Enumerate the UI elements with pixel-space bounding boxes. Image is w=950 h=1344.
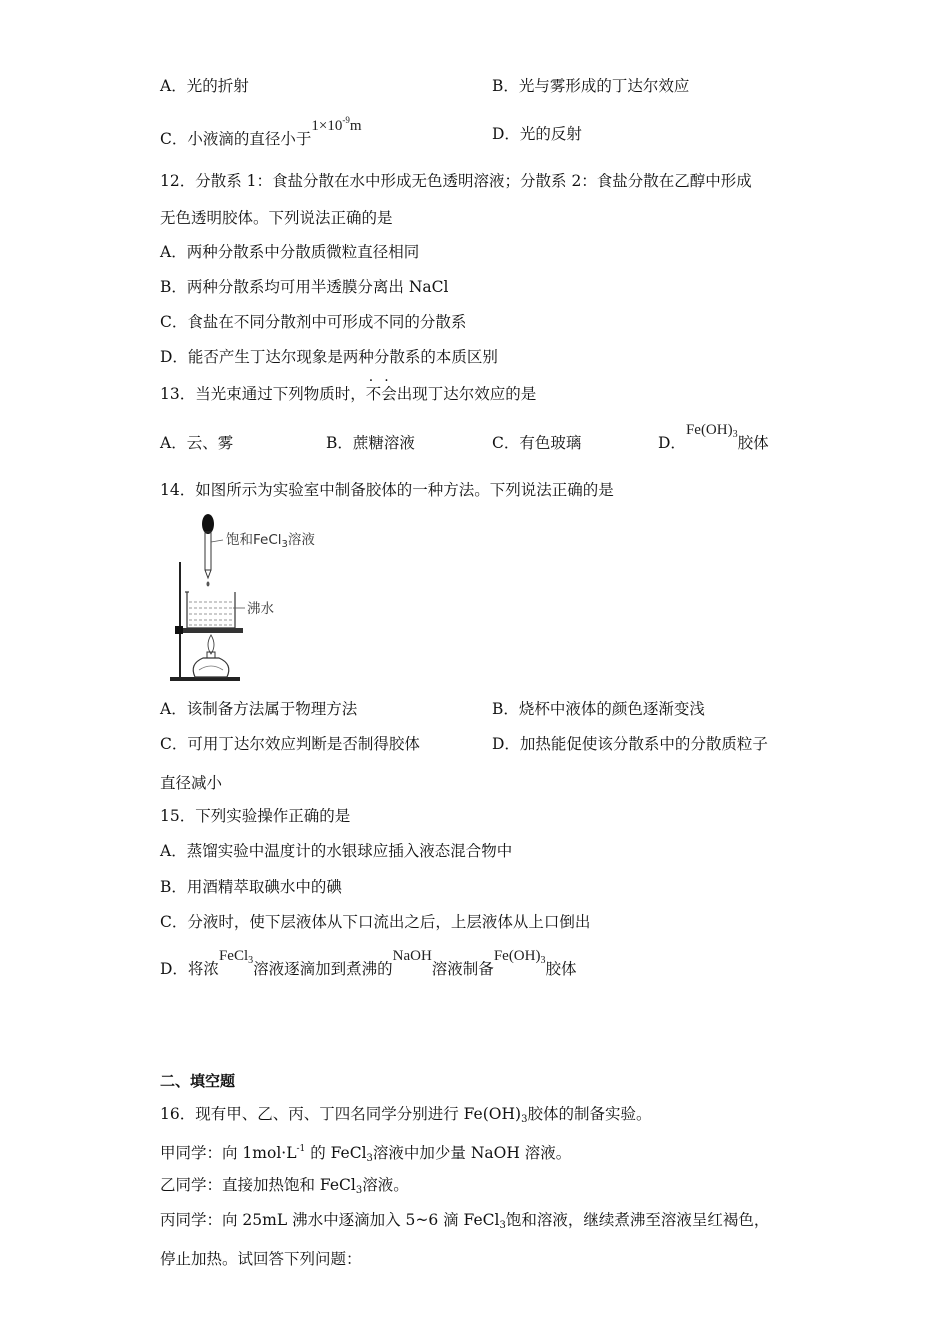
formula-subscript: 3 <box>540 955 546 966</box>
formula-exponent: -9 <box>342 115 350 125</box>
q13-option-c: C．有色玻璃 <box>492 434 582 452</box>
formula-base: Fe(OH) <box>493 948 541 964</box>
q14-option-d-line1: D．加热能促使该分散系中的分散质粒子 <box>492 735 768 753</box>
alcohol-lamp <box>193 658 229 677</box>
q16-yi-part2: 溶液。 <box>362 1176 409 1194</box>
q15-option-d-part4: 胶体 <box>545 960 577 978</box>
dropper-tube <box>205 532 211 570</box>
formula-subscript: 3 <box>499 1220 506 1231</box>
q13-emphasis-1: 不 <box>365 385 382 403</box>
q15-option-d-part1: D．将浓 <box>160 960 219 978</box>
q15-option-d-part2: 溶液逐滴加到煮沸的 <box>253 960 393 978</box>
section-title: 二、填空题 <box>160 1072 236 1090</box>
formula-base: FeCl <box>218 948 249 964</box>
q12-stem-line2: 无色透明胶体。下列说法正确的是 <box>160 209 393 227</box>
q15-formula-fecl3 <box>219 948 253 964</box>
q13-emphasis-2: 会 <box>381 385 397 403</box>
q13-stem-prefix: 13．当光束通过下列物质时， <box>160 385 366 403</box>
q15-option-c: C．分液时，使下层液体从下口流出之后，上层液体从上口倒出 <box>160 913 591 931</box>
q15-option-d <box>160 948 577 985</box>
formula-base: 1×10 <box>311 118 343 134</box>
q13-option-a: A．云、雾 <box>160 434 234 452</box>
q16-jia-part3: 溶液中加少量 NaOH 溶液。 <box>372 1144 572 1162</box>
q12-option-d: D．能否产生丁达尔现象是两种分散系的本质区别 <box>160 348 498 366</box>
flame-icon <box>208 635 214 654</box>
formula-subscript: 3 <box>521 1114 528 1125</box>
q16-stem <box>160 1104 651 1130</box>
q11-option-a: A．光的折射 <box>160 77 249 95</box>
q16-jia-part2: 的 FeCl <box>305 1144 367 1162</box>
dropper-bulb-icon <box>202 514 214 534</box>
figure-label-suffix: 溶液 <box>287 532 315 548</box>
q14-option-d-line2: 直径减小 <box>160 774 223 792</box>
wire-gauze <box>177 628 243 633</box>
dropper-tip <box>205 570 211 578</box>
q13-option-d-suffix: 胶体 <box>737 434 769 452</box>
formula-superscript: -1 <box>296 1144 306 1154</box>
q15-option-d-part3: 溶液制备 <box>431 960 494 978</box>
q15-formula-naoh: NaOH <box>392 948 432 964</box>
q13-option-d-label: D． <box>658 434 686 452</box>
q16-student-yi <box>160 1175 409 1201</box>
q13-option-d <box>658 422 769 459</box>
q15-formula-feoh3 <box>494 948 546 964</box>
q13-option-b: B．蔗糖溶液 <box>326 434 415 452</box>
figure-label-fecl3 <box>226 530 315 555</box>
q14-option-c: C．可用丁达尔效应判断是否制得胶体 <box>160 735 420 753</box>
droplet-icon <box>207 582 210 587</box>
q11-option-c-text: C．小液滴的直径小于 <box>160 130 312 148</box>
clamp <box>175 626 183 634</box>
q12-option-c: C．食盐在不同分散剂中可形成不同的分散系 <box>160 313 467 331</box>
formula-subscript: 3 <box>248 955 254 966</box>
q11-option-b: B．光与雾形成的丁达尔效应 <box>492 77 690 95</box>
figure-label-subscript: 3 <box>281 539 288 550</box>
q13-stem <box>160 384 536 404</box>
q15-option-b: B．用酒精萃取碘水中的碘 <box>160 878 342 896</box>
q13-option-d-formula <box>686 422 738 438</box>
q14-option-b: B．烧杯中液体的颜色逐渐变浅 <box>492 700 705 718</box>
q15-option-a: A．蒸馏实验中温度计的水银球应插入液态混合物中 <box>160 842 513 860</box>
q14-stem: 14．如图所示为实验室中制备胶体的一种方法。下列说法正确的是 <box>160 481 614 499</box>
formula-subscript: 3 <box>366 1153 373 1164</box>
q11-option-c-formula <box>311 115 362 134</box>
q16-bing-part2: 饱和溶液，继续煮沸至溶液呈红褐色， <box>505 1211 770 1229</box>
q16-student-jia <box>160 1139 571 1169</box>
q16-jia-part1: 甲同学：向 1mol·L <box>160 1144 297 1162</box>
figure-label-fecl3-text: 饱和FeCl <box>226 532 282 548</box>
formula-subscript: 3 <box>355 1185 363 1196</box>
q12-option-a: A．两种分散系中分散质微粒直径相同 <box>160 243 420 261</box>
q16-stem-part2: 胶体的制备实验。 <box>527 1105 652 1123</box>
beaker <box>187 592 235 628</box>
q16-stem-part1: 16．现有甲、乙、丙、丁四名同学分别进行 Fe(OH) <box>160 1105 522 1123</box>
q16-yi-part1: 乙同学：直接加热饱和 FeCl <box>160 1176 356 1194</box>
boiling-water <box>189 602 233 625</box>
q11-option-c <box>160 115 362 150</box>
q16-student-bing <box>160 1210 769 1236</box>
q13-stem-suffix: 出现丁达尔效应的是 <box>396 385 537 403</box>
q12-option-b: B．两种分散系均可用半透膜分离出 NaCl <box>160 278 449 296</box>
q14-option-a: A．该制备方法属于物理方法 <box>160 700 358 718</box>
q11-option-d: D．光的反射 <box>492 125 582 143</box>
q16-instruction: 停止加热。试回答下列问题： <box>160 1250 362 1268</box>
formula-unit: m <box>349 118 362 134</box>
q15-stem: 15．下列实验操作正确的是 <box>160 807 351 825</box>
formula-base: Fe(OH) <box>685 422 733 438</box>
q16-bing-part1: 丙同学：向 25mL 沸水中逐滴加入 5~6 滴 FeCl <box>160 1211 500 1229</box>
formula-subscript: 3 <box>732 429 738 440</box>
q12-stem-line1: 12．分散系 1：食盐分散在水中形成无色透明溶液；分散系 2：食盐分散在乙醇中形成 <box>160 172 752 190</box>
figure-label-water: 沸水 <box>247 601 274 617</box>
